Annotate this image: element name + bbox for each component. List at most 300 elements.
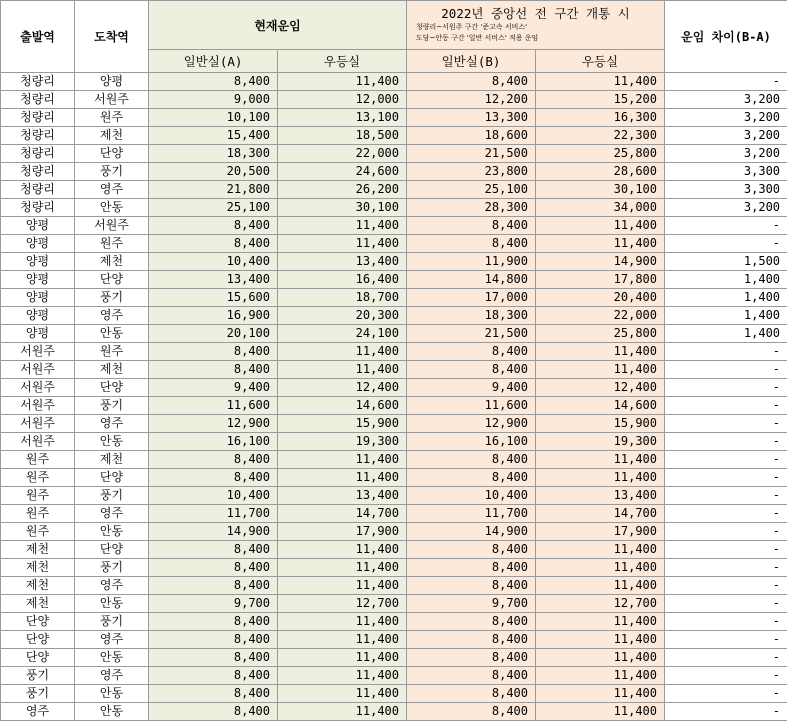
first-class-current-cell: 11,400 <box>278 559 407 577</box>
difference-cell: - <box>665 595 787 613</box>
table-row <box>1 217 787 235</box>
future-fare-note-2: 도담~안동 구간 '일반 서비스' 적용 운임 <box>416 34 539 42</box>
general-a-cell: 18,300 <box>149 145 278 163</box>
general-b-cell: 14,800 <box>407 271 536 289</box>
departure-cell: 양평 <box>1 253 75 271</box>
table-row <box>1 163 787 181</box>
arrival-cell: 안동 <box>75 685 149 703</box>
fare-table-body <box>1 73 787 721</box>
general-b-cell: 12,900 <box>407 415 536 433</box>
general-a-cell: 8,400 <box>149 559 278 577</box>
general-b-cell: 28,300 <box>407 199 536 217</box>
general-b-cell: 8,400 <box>407 451 536 469</box>
general-b-cell: 25,100 <box>407 181 536 199</box>
difference-cell: 3,300 <box>665 163 787 181</box>
first-class-future-cell: 11,400 <box>536 685 665 703</box>
departure-cell: 양평 <box>1 217 75 235</box>
first-class-current-cell: 11,400 <box>278 361 407 379</box>
general-b-cell: 9,700 <box>407 595 536 613</box>
first-class-future-cell: 16,300 <box>536 109 665 127</box>
difference-cell: - <box>665 487 787 505</box>
general-b-cell: 8,400 <box>407 235 536 253</box>
first-class-future-cell: 34,000 <box>536 199 665 217</box>
table-row <box>1 379 787 397</box>
arrival-cell: 영주 <box>75 667 149 685</box>
first-class-current-cell: 14,700 <box>278 505 407 523</box>
arrival-cell: 안동 <box>75 433 149 451</box>
difference-cell: 1,400 <box>665 289 787 307</box>
first-class-current-cell: 11,400 <box>278 685 407 703</box>
difference-cell: 3,200 <box>665 127 787 145</box>
table-row <box>1 631 787 649</box>
general-a-cell: 15,600 <box>149 289 278 307</box>
general-b-cell: 8,400 <box>407 613 536 631</box>
departure-cell: 원주 <box>1 451 75 469</box>
difference-cell: - <box>665 577 787 595</box>
arrival-cell: 단양 <box>75 271 149 289</box>
table-row <box>1 181 787 199</box>
general-b-header: 일반실(B) <box>407 50 536 73</box>
difference-cell: - <box>665 505 787 523</box>
first-class-future-cell: 11,400 <box>536 451 665 469</box>
table-row <box>1 433 787 451</box>
departure-cell: 영주 <box>1 703 75 721</box>
first-class-future-cell: 13,400 <box>536 487 665 505</box>
arrival-cell: 영주 <box>75 307 149 325</box>
departure-cell: 원주 <box>1 523 75 541</box>
general-b-cell: 8,400 <box>407 703 536 721</box>
arrival-cell: 풍기 <box>75 487 149 505</box>
general-b-cell: 16,100 <box>407 433 536 451</box>
general-a-cell: 21,800 <box>149 181 278 199</box>
difference-cell: - <box>665 397 787 415</box>
difference-cell: - <box>665 649 787 667</box>
general-a-cell: 14,900 <box>149 523 278 541</box>
table-row <box>1 289 787 307</box>
table-row <box>1 397 787 415</box>
difference-cell: 3,200 <box>665 145 787 163</box>
first-class-current-cell: 11,400 <box>278 649 407 667</box>
future-fare-title: 2022년 중앙선 전 구간 개통 시 <box>441 6 630 21</box>
first-class-current-cell: 13,400 <box>278 253 407 271</box>
arrival-cell: 풍기 <box>75 163 149 181</box>
future-fare-header <box>407 1 665 50</box>
general-a-cell: 8,400 <box>149 685 278 703</box>
difference-cell: - <box>665 559 787 577</box>
first-class-current-cell: 11,400 <box>278 217 407 235</box>
arrival-cell: 제천 <box>75 361 149 379</box>
general-a-cell: 8,400 <box>149 577 278 595</box>
difference-cell: - <box>665 631 787 649</box>
general-b-cell: 14,900 <box>407 523 536 541</box>
departure-cell: 단양 <box>1 613 75 631</box>
first-class-future-cell: 11,400 <box>536 577 665 595</box>
general-a-cell: 15,400 <box>149 127 278 145</box>
general-a-cell: 10,400 <box>149 253 278 271</box>
general-b-cell: 18,600 <box>407 127 536 145</box>
first-class-future-cell: 15,200 <box>536 91 665 109</box>
arrival-cell: 단양 <box>75 541 149 559</box>
difference-cell: - <box>665 703 787 721</box>
difference-cell: - <box>665 217 787 235</box>
general-a-cell: 8,400 <box>149 361 278 379</box>
general-a-cell: 8,400 <box>149 343 278 361</box>
first-class-current-cell: 24,100 <box>278 325 407 343</box>
difference-cell: - <box>665 685 787 703</box>
departure-cell: 제천 <box>1 559 75 577</box>
departure-cell: 단양 <box>1 631 75 649</box>
general-a-cell: 8,400 <box>149 541 278 559</box>
general-b-cell: 10,400 <box>407 487 536 505</box>
table-row <box>1 487 787 505</box>
difference-cell: 1,400 <box>665 307 787 325</box>
general-a-cell: 8,400 <box>149 235 278 253</box>
departure-cell: 청량리 <box>1 91 75 109</box>
first-class-current-cell: 17,900 <box>278 523 407 541</box>
first-class-current-cell: 14,600 <box>278 397 407 415</box>
first-class-future-cell: 11,400 <box>536 631 665 649</box>
difference-cell: - <box>665 73 787 91</box>
departure-cell: 청량리 <box>1 163 75 181</box>
arrival-cell: 영주 <box>75 181 149 199</box>
arrival-cell: 풍기 <box>75 289 149 307</box>
arrival-cell: 영주 <box>75 505 149 523</box>
difference-cell: - <box>665 613 787 631</box>
departure-cell: 단양 <box>1 649 75 667</box>
first-class-current-cell: 12,700 <box>278 595 407 613</box>
table-row <box>1 451 787 469</box>
table-row <box>1 649 787 667</box>
general-a-cell: 8,400 <box>149 451 278 469</box>
table-row <box>1 469 787 487</box>
first-class-future-cell: 11,400 <box>536 541 665 559</box>
first-class-future-cell: 11,400 <box>536 73 665 91</box>
difference-cell: 1,500 <box>665 253 787 271</box>
first-class-future-cell: 14,700 <box>536 505 665 523</box>
difference-cell: - <box>665 469 787 487</box>
general-b-cell: 8,400 <box>407 217 536 235</box>
first-class-future-cell: 22,000 <box>536 307 665 325</box>
general-b-cell: 9,400 <box>407 379 536 397</box>
difference-cell: - <box>665 379 787 397</box>
first-class-future-cell: 11,400 <box>536 667 665 685</box>
table-row <box>1 253 787 271</box>
difference-cell: 3,200 <box>665 199 787 217</box>
general-a-cell: 9,400 <box>149 379 278 397</box>
first-class-future-cell: 11,400 <box>536 613 665 631</box>
arrival-header: 도착역 <box>75 1 149 73</box>
difference-cell: - <box>665 343 787 361</box>
first-class-future-cell: 17,800 <box>536 271 665 289</box>
first-class-future-cell: 11,400 <box>536 559 665 577</box>
departure-header: 출발역 <box>1 1 75 73</box>
general-b-cell: 8,400 <box>407 685 536 703</box>
departure-cell: 제천 <box>1 577 75 595</box>
arrival-cell: 안동 <box>75 199 149 217</box>
table-row <box>1 667 787 685</box>
table-row <box>1 127 787 145</box>
departure-cell: 서원주 <box>1 433 75 451</box>
arrival-cell: 원주 <box>75 235 149 253</box>
first-class-current-cell: 11,400 <box>278 343 407 361</box>
general-a-cell: 8,400 <box>149 469 278 487</box>
first-class-current-cell: 30,100 <box>278 199 407 217</box>
table-row <box>1 145 787 163</box>
difference-cell: - <box>665 433 787 451</box>
departure-cell: 양평 <box>1 235 75 253</box>
first-class-future-cell: 11,400 <box>536 217 665 235</box>
general-b-cell: 8,400 <box>407 559 536 577</box>
general-a-cell: 11,600 <box>149 397 278 415</box>
difference-cell: 3,200 <box>665 91 787 109</box>
table-row <box>1 505 787 523</box>
arrival-cell: 풍기 <box>75 613 149 631</box>
general-b-cell: 17,000 <box>407 289 536 307</box>
first-class-current-cell: 24,600 <box>278 163 407 181</box>
first-class-future-cell: 30,100 <box>536 181 665 199</box>
arrival-cell: 제천 <box>75 253 149 271</box>
table-row <box>1 577 787 595</box>
first-class-current-cell: 13,100 <box>278 109 407 127</box>
general-b-cell: 8,400 <box>407 649 536 667</box>
general-a-cell: 8,400 <box>149 613 278 631</box>
departure-cell: 서원주 <box>1 361 75 379</box>
first-class-future-cell: 20,400 <box>536 289 665 307</box>
table-row <box>1 361 787 379</box>
first-class-current-cell: 11,400 <box>278 235 407 253</box>
general-b-cell: 11,700 <box>407 505 536 523</box>
arrival-cell: 원주 <box>75 343 149 361</box>
table-row <box>1 415 787 433</box>
arrival-cell: 단양 <box>75 379 149 397</box>
arrival-cell: 풍기 <box>75 559 149 577</box>
first-class-future-cell: 28,600 <box>536 163 665 181</box>
first-class-future-cell: 11,400 <box>536 343 665 361</box>
difference-cell: - <box>665 415 787 433</box>
departure-cell: 서원주 <box>1 379 75 397</box>
first-class-future-cell: 11,400 <box>536 361 665 379</box>
general-a-cell: 10,100 <box>149 109 278 127</box>
departure-cell: 서원주 <box>1 415 75 433</box>
difference-cell: - <box>665 667 787 685</box>
first-class-current-cell: 20,300 <box>278 307 407 325</box>
arrival-cell: 양평 <box>75 73 149 91</box>
departure-cell: 청량리 <box>1 145 75 163</box>
current-fare-header: 현재운임 <box>149 1 407 50</box>
departure-cell: 풍기 <box>1 667 75 685</box>
general-b-cell: 8,400 <box>407 469 536 487</box>
first-class-future-cell: 25,800 <box>536 325 665 343</box>
first-class-current-cell: 16,400 <box>278 271 407 289</box>
first-class-future-cell: 14,900 <box>536 253 665 271</box>
first-class-current-cell: 11,400 <box>278 541 407 559</box>
general-b-cell: 8,400 <box>407 343 536 361</box>
difference-cell: - <box>665 235 787 253</box>
table-row <box>1 685 787 703</box>
first-class-current-cell: 11,400 <box>278 469 407 487</box>
table-row <box>1 613 787 631</box>
general-a-cell: 25,100 <box>149 199 278 217</box>
table-row <box>1 109 787 127</box>
departure-cell: 원주 <box>1 487 75 505</box>
table-row <box>1 307 787 325</box>
first-class-current-cell: 11,400 <box>278 703 407 721</box>
general-b-cell: 18,300 <box>407 307 536 325</box>
first-class-current-cell: 18,500 <box>278 127 407 145</box>
general-b-cell: 12,200 <box>407 91 536 109</box>
general-a-cell: 8,400 <box>149 631 278 649</box>
general-b-cell: 8,400 <box>407 631 536 649</box>
arrival-cell: 안동 <box>75 649 149 667</box>
table-row <box>1 703 787 721</box>
table-row <box>1 325 787 343</box>
first-class-current-cell: 11,400 <box>278 613 407 631</box>
table-row <box>1 343 787 361</box>
arrival-cell: 안동 <box>75 325 149 343</box>
difference-cell: 1,400 <box>665 325 787 343</box>
departure-cell: 풍기 <box>1 685 75 703</box>
departure-cell: 청량리 <box>1 109 75 127</box>
difference-cell: - <box>665 541 787 559</box>
arrival-cell: 안동 <box>75 595 149 613</box>
departure-cell: 원주 <box>1 469 75 487</box>
departure-cell: 청량리 <box>1 199 75 217</box>
first-class-current-cell: 15,900 <box>278 415 407 433</box>
departure-cell: 제천 <box>1 541 75 559</box>
table-row <box>1 91 787 109</box>
general-a-cell: 20,500 <box>149 163 278 181</box>
arrival-cell: 영주 <box>75 577 149 595</box>
first-class-current-cell: 11,400 <box>278 631 407 649</box>
general-a-cell: 16,900 <box>149 307 278 325</box>
first-class-future-cell: 11,400 <box>536 703 665 721</box>
first-class-current-cell: 19,300 <box>278 433 407 451</box>
first-class-future-cell: 25,800 <box>536 145 665 163</box>
table-row <box>1 73 787 91</box>
arrival-cell: 풍기 <box>75 397 149 415</box>
arrival-cell: 영주 <box>75 415 149 433</box>
general-a-cell: 8,400 <box>149 217 278 235</box>
departure-cell: 제천 <box>1 595 75 613</box>
first-class-current-cell: 26,200 <box>278 181 407 199</box>
departure-cell: 양평 <box>1 325 75 343</box>
table-row <box>1 271 787 289</box>
arrival-cell: 안동 <box>75 703 149 721</box>
general-b-cell: 8,400 <box>407 73 536 91</box>
arrival-cell: 원주 <box>75 109 149 127</box>
first-class-future-cell: 14,600 <box>536 397 665 415</box>
general-a-cell: 16,100 <box>149 433 278 451</box>
general-a-cell: 8,400 <box>149 73 278 91</box>
first-class-future-cell: 11,400 <box>536 469 665 487</box>
departure-cell: 서원주 <box>1 397 75 415</box>
table-row <box>1 199 787 217</box>
arrival-cell: 영주 <box>75 631 149 649</box>
general-a-cell: 12,900 <box>149 415 278 433</box>
general-a-cell: 13,400 <box>149 271 278 289</box>
general-b-cell: 23,800 <box>407 163 536 181</box>
arrival-cell: 안동 <box>75 523 149 541</box>
general-b-cell: 8,400 <box>407 361 536 379</box>
first-class-future-cell: 12,700 <box>536 595 665 613</box>
general-b-cell: 21,500 <box>407 145 536 163</box>
departure-cell: 청량리 <box>1 73 75 91</box>
general-b-cell: 11,600 <box>407 397 536 415</box>
first-class-current-cell: 22,000 <box>278 145 407 163</box>
general-a-cell: 11,700 <box>149 505 278 523</box>
first-class-current-cell: 13,400 <box>278 487 407 505</box>
first-class-current-cell: 18,700 <box>278 289 407 307</box>
first-class-future-cell: 19,300 <box>536 433 665 451</box>
general-a-cell: 8,400 <box>149 703 278 721</box>
arrival-cell: 제천 <box>75 127 149 145</box>
first-class-current-cell: 12,400 <box>278 379 407 397</box>
difference-cell: - <box>665 451 787 469</box>
first-class-future-cell: 22,300 <box>536 127 665 145</box>
departure-cell: 양평 <box>1 271 75 289</box>
difference-cell: 3,200 <box>665 109 787 127</box>
first-class-future-cell: 11,400 <box>536 649 665 667</box>
first-class-future-cell: 17,900 <box>536 523 665 541</box>
difference-cell: - <box>665 361 787 379</box>
table-row <box>1 523 787 541</box>
arrival-cell: 제천 <box>75 451 149 469</box>
departure-cell: 청량리 <box>1 181 75 199</box>
general-a-cell: 8,400 <box>149 667 278 685</box>
first-class-future-header: 우등실 <box>536 50 665 73</box>
general-b-cell: 21,500 <box>407 325 536 343</box>
first-class-current-cell: 11,400 <box>278 667 407 685</box>
first-class-future-cell: 11,400 <box>536 235 665 253</box>
future-fare-note-1: 청량리~서원주 구간 '준고속 서비스' <box>416 23 528 31</box>
general-a-header: 일반실(A) <box>149 50 278 73</box>
departure-cell: 원주 <box>1 505 75 523</box>
table-row <box>1 541 787 559</box>
difference-header: 운임 차이(B-A) <box>665 1 787 73</box>
first-class-current-cell: 11,400 <box>278 73 407 91</box>
departure-cell: 양평 <box>1 289 75 307</box>
difference-cell: 1,400 <box>665 271 787 289</box>
first-class-current-cell: 11,400 <box>278 577 407 595</box>
general-b-cell: 8,400 <box>407 577 536 595</box>
difference-cell: - <box>665 523 787 541</box>
first-class-future-cell: 12,400 <box>536 379 665 397</box>
arrival-cell: 서원주 <box>75 217 149 235</box>
general-a-cell: 9,700 <box>149 595 278 613</box>
table-row <box>1 595 787 613</box>
first-class-current-header: 우등실 <box>278 50 407 73</box>
first-class-future-cell: 15,900 <box>536 415 665 433</box>
table-row <box>1 235 787 253</box>
arrival-cell: 단양 <box>75 145 149 163</box>
first-class-current-cell: 11,400 <box>278 451 407 469</box>
general-b-cell: 8,400 <box>407 541 536 559</box>
arrival-cell: 서원주 <box>75 91 149 109</box>
departure-cell: 서원주 <box>1 343 75 361</box>
general-a-cell: 10,400 <box>149 487 278 505</box>
general-b-cell: 11,900 <box>407 253 536 271</box>
general-a-cell: 9,000 <box>149 91 278 109</box>
difference-cell: 3,300 <box>665 181 787 199</box>
general-a-cell: 8,400 <box>149 649 278 667</box>
general-b-cell: 13,300 <box>407 109 536 127</box>
arrival-cell: 단양 <box>75 469 149 487</box>
table-row <box>1 559 787 577</box>
first-class-current-cell: 12,000 <box>278 91 407 109</box>
departure-cell: 청량리 <box>1 127 75 145</box>
departure-cell: 양평 <box>1 307 75 325</box>
general-b-cell: 8,400 <box>407 667 536 685</box>
